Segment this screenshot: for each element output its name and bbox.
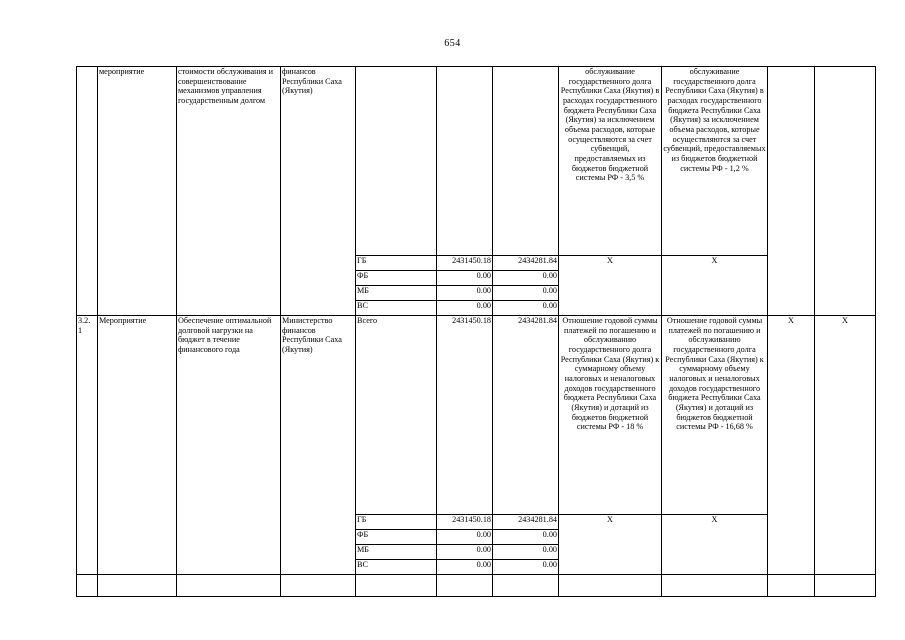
source-cell: МБ xyxy=(356,545,437,560)
value-2019-cell: 2431450.18 xyxy=(437,515,493,530)
value-2020-cell: 2434281.84 xyxy=(493,256,559,271)
table-row xyxy=(77,67,876,256)
indicator-2020-cell: Отношение годовой суммы платежей по погашению и обслуживанию государственного долга Республики Саха (Якутия) к суммарному объему налоговых и неналоговых доходов государственного бюджета Республики Саха (Якутия) и дотаций из бюджетов бюджетной системы РФ - 16,68 % xyxy=(662,316,768,515)
value-2020-cell: 2434281.84 xyxy=(493,316,559,515)
empty-cell xyxy=(662,575,768,597)
value-2019-cell: 0.00 xyxy=(437,560,493,575)
empty-cell xyxy=(815,575,876,597)
executor-cell: Министерство финансов Республики Саха (Якутия) xyxy=(281,316,356,575)
page-number: 654 xyxy=(444,38,461,49)
source-cell: ВС xyxy=(356,560,437,575)
empty-cell xyxy=(98,575,177,597)
source-cell: ГБ xyxy=(356,256,437,271)
program-table xyxy=(76,66,876,597)
source-cell: ФБ xyxy=(356,530,437,545)
source-cell: ФБ xyxy=(356,271,437,286)
indicator-2020-cell: Х xyxy=(662,256,768,316)
activity-type-cell: Мероприятие xyxy=(98,316,177,575)
source-cell: Всего xyxy=(356,316,437,515)
executor-cell: финансов Республики Саха (Якутия) xyxy=(281,67,356,316)
indicator-2019-cell: Х xyxy=(559,515,662,575)
empty-cell xyxy=(177,575,281,597)
extra-cell-1 xyxy=(768,67,815,316)
row-number-cell: 3.2. 1 xyxy=(77,316,98,575)
activity-name-cell: Обеспечение оптимальной долговой нагрузки на бюджет в течение финансового года xyxy=(177,316,281,575)
empty-cell xyxy=(77,575,98,597)
value-2019-cell: 0.00 xyxy=(437,530,493,545)
value-2020-cell: 0.00 xyxy=(493,530,559,545)
empty-cell xyxy=(768,575,815,597)
value-2020-cell: 2434281.84 xyxy=(493,515,559,530)
extra-cell-2: Х xyxy=(815,316,876,575)
activity-name-cell: стоимости обслуживания и совершенствование механизмов управления государственным долгом xyxy=(177,67,281,316)
indicator-2019-cell: Х xyxy=(559,256,662,316)
indicator-2019-cell: Отношение годовой суммы платежей по погашению и обслуживанию государственного долга Республики Саха (Якутия) к суммарному объему налоговых и неналоговых доходов государственного бюджета Республики Саха (Якутия) и дотаций из бюджетов бюджетной системы РФ - 18 % xyxy=(559,316,662,515)
value-2019-cell xyxy=(437,67,493,256)
source-cell: ВС xyxy=(356,301,437,316)
value-2019-cell: 0.00 xyxy=(437,271,493,286)
table-row xyxy=(77,575,876,597)
value-2019-cell: 0.00 xyxy=(437,301,493,316)
source-cell: ГБ xyxy=(356,515,437,530)
value-2020-cell: 0.00 xyxy=(493,560,559,575)
row-number-cell xyxy=(77,67,98,316)
value-2020-cell: 0.00 xyxy=(493,301,559,316)
empty-cell xyxy=(493,575,559,597)
value-2020-cell: 0.00 xyxy=(493,545,559,560)
source-cell xyxy=(356,67,437,256)
value-2019-cell: 0.00 xyxy=(437,545,493,560)
activity-type-cell: мероприятие xyxy=(98,67,177,316)
value-2020-cell: 0.00 xyxy=(493,271,559,286)
value-2020-cell xyxy=(493,67,559,256)
source-cell: МБ xyxy=(356,286,437,301)
value-2020-cell: 0.00 xyxy=(493,286,559,301)
empty-cell xyxy=(281,575,356,597)
indicator-2020-cell: обслуживание государственного долга Республики Саха (Якутия) в расходах государственного бюджета Республики Саха (Якутия) за исключением объема расходов, которые осуществляются за счет субвенций, предоставляемых из бюджетов бюджетной системы РФ - 1,2 % xyxy=(662,67,768,256)
extra-cell-1: Х xyxy=(768,316,815,575)
indicator-2020-cell: Х xyxy=(662,515,768,575)
empty-cell xyxy=(437,575,493,597)
value-2019-cell: 2431450.18 xyxy=(437,256,493,271)
value-2019-cell: 2431450.18 xyxy=(437,316,493,515)
empty-cell xyxy=(559,575,662,597)
empty-cell xyxy=(356,575,437,597)
extra-cell-2 xyxy=(815,67,876,316)
indicator-2019-cell: обслуживание государственного долга Республики Саха (Якутия) в расходах государственного бюджета Республики Саха (Якутия) за исключением объема расходов, которые осуществляются за счет субвенций, предоставляемых из бюджетов бюджетной системы РФ - 3,5 % xyxy=(559,67,662,256)
value-2019-cell: 0.00 xyxy=(437,286,493,301)
table-row xyxy=(77,316,876,515)
